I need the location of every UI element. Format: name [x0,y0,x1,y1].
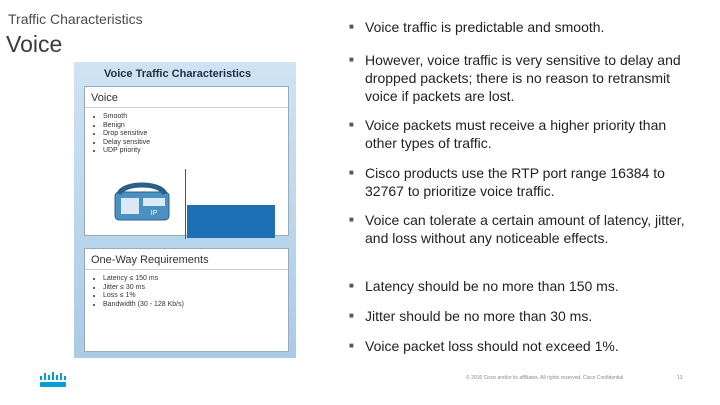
traffic-bar [187,205,275,238]
requirements-list [85,275,288,309]
bullet-text: However, voice traffic is very sensitive to delay and dropped packets; there is no reason to retransmit voice if packets are lost. [365,52,681,104]
bullet-text: Jitter should be no more than 30 ms. [365,308,593,324]
graph-axis [185,169,186,239]
requirements-panel [84,248,289,352]
bullet-item [349,211,694,247]
bullet-icon: ■ [349,120,354,129]
bullet-item [349,51,694,105]
requirements-heading: One-Way Requirements [85,249,288,270]
bullet-icon: ■ [349,22,354,31]
slide-title: Voice [6,31,63,57]
bullet-icon: ■ [349,215,354,224]
bullet-text: Latency should be no more than 150 ms. [365,278,619,294]
bullet-text: Voice packet loss should not exceed 1%. [365,338,619,354]
bullet-item [349,307,694,325]
copyright-text: © 2016 Cisco and/or its affiliates. All rights reserved. Cisco Confidential [466,375,624,381]
bullet-item [349,18,694,36]
bullet-icon: ■ [349,55,354,64]
list-item: • Drop sensitive [103,130,288,139]
bullet-item [349,277,694,295]
bullet-item [349,116,694,152]
list-item: • Delay sensitive [103,139,288,148]
bullet-text: Voice can tolerate a certain amount of latency, jitter, and loss without any noticeable effects. [365,212,685,246]
bullet-item [349,337,694,355]
list-item: • UDP priority [103,147,288,156]
bullet-text: Voice traffic is predictable and smooth. [365,19,605,35]
voice-characteristics-list [85,113,288,156]
figure-title: Voice Traffic Characteristics [104,68,252,80]
bullet-icon: ■ [349,341,354,350]
list-item: • Bandwidth (30 - 128 Kb/s) [103,301,288,310]
bullet-icon: ■ [349,168,354,177]
page-number: 13 [677,375,683,381]
phone-label: IP [150,210,158,217]
voice-traffic-figure [74,62,296,358]
voice-panel [84,86,289,236]
bullet-icon: ■ [349,311,354,320]
list-item: • Jitter ≤ 30 ms [103,284,288,293]
list-item: • Smooth [103,113,288,122]
voice-panel-heading: Voice [85,87,288,108]
section-title: Traffic Characteristics [8,11,143,27]
list-item: • Latency ≤ 150 ms [103,275,288,284]
cisco-logo [38,371,68,389]
list-item: • Loss ≤ 1% [103,292,288,301]
bullet-item [349,164,694,200]
ip-phone-icon [113,180,171,222]
bullet-text: Cisco products use the RTP port range 16384 to 32767 to prioritize voice traffic. [365,165,665,199]
list-item: • Benign [103,122,288,131]
bullet-text: Voice packets must receive a higher priority than other types of traffic. [365,117,667,151]
bullet-icon: ■ [349,281,354,290]
